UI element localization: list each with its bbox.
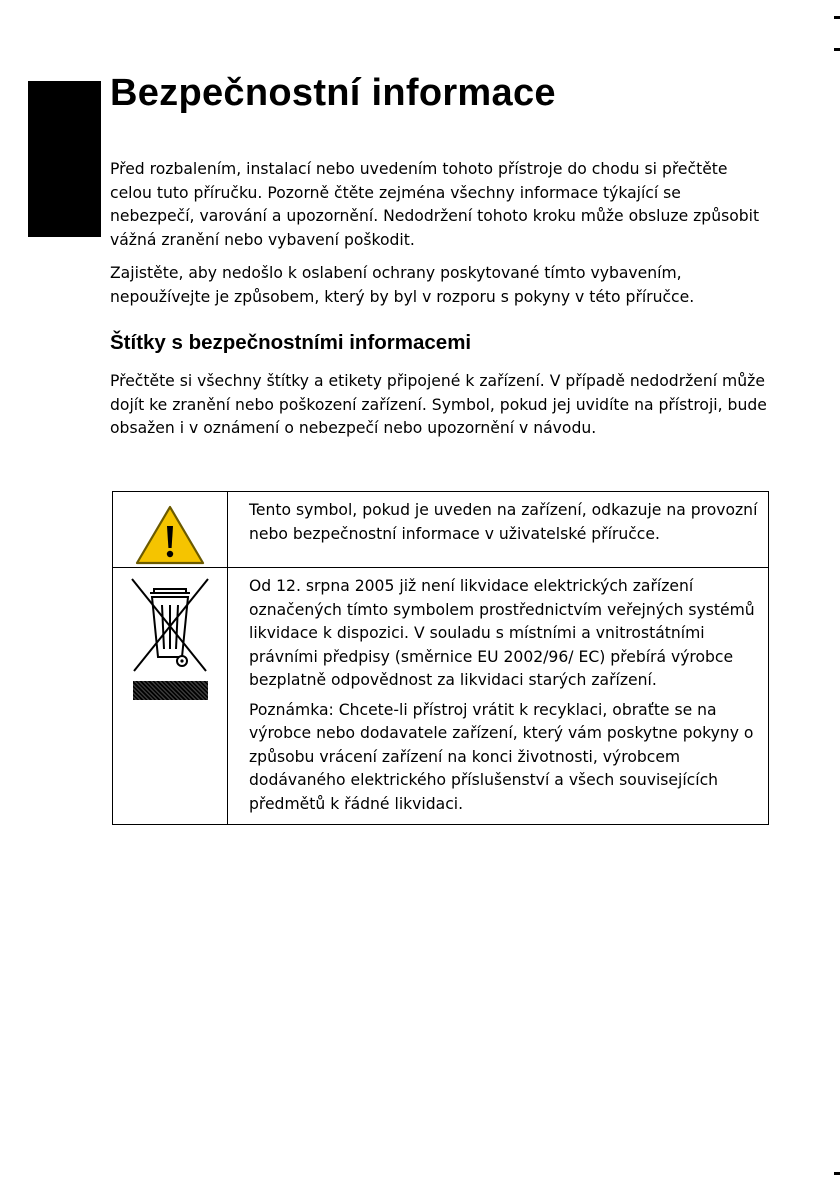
symbol-text: Tento symbol, pokud je uveden na zařízení, odkazuje na provozní nebo bezpečnostní informace v uživatelské příručce. — [249, 501, 758, 543]
page-title: Bezpečnostní informace — [110, 72, 556, 114]
symbol-note: Poznámka: Chcete-li přístroj vrátit k recyklaci, obraťte se na výrobce nebo dodavatele zařízení, který vám poskytne pokyny o způsobu vrácení zařízení na konci životnosti, výrobcem dodávaného elektrického příslušenství a všech souvisejících předmětů k řádné likvidaci. — [249, 700, 754, 813]
warning-triangle-icon — [134, 504, 206, 566]
icon-cell — [113, 492, 228, 568]
icon-cell — [113, 568, 228, 825]
symbol-text: Od 12. srpna 2005 již není likvidace elektrických zařízení označených tímto symbolem prostřednictvím veřejných systémů likvidace k dispozici. V souladu s místními a vnitrostátními právními předpisy (směrnice EU 2002/96/ EC) přebírá výrobce bezplatně odpovědnost za likvidaci starých zařízení. — [249, 577, 755, 689]
table-row — [113, 568, 769, 825]
document-content — [110, 70, 770, 451]
table-row — [113, 492, 769, 568]
symbol-description — [228, 568, 769, 825]
crop-mark — [834, 16, 840, 19]
symbol-description — [228, 492, 769, 568]
crop-mark — [834, 48, 840, 51]
safety-symbols-table — [112, 491, 769, 825]
section-paragraph: Přečtěte si všechny štítky a etikety připojené k zařízení. V případě nedodržení může dojít ke zranění nebo poškození zařízení. Symbol, pokud jej uvidíte na přístroji, bude obsažen i v oznámení o nebezpečí nebo upozornění v návodu. — [110, 372, 767, 437]
section-title: Štítky s bezpečnostními informacemi — [110, 331, 472, 354]
crop-mark — [834, 1172, 840, 1175]
language-side-tab — [28, 81, 101, 237]
intro-paragraph: Před rozbalením, instalací nebo uvedením tohoto přístroje do chodu si přečtěte celou tuto příručku. Pozorně čtěte zejména všechny informace týkající se nebezpečí, varování a upozornění. Nedodržení tohoto kroku může obsluze způsobit vážná zranění nebo vybavení poškodit. — [110, 160, 760, 249]
weee-black-bar-icon — [133, 681, 208, 700]
intro-paragraph: Zajistěte, aby nedošlo k oslabení ochrany poskytované tímto vybavením, nepoužívejte je způsobem, který by byl v rozporu s pokyny v této příručce. — [110, 264, 695, 306]
crossed-out-wheelie-bin-icon — [126, 575, 214, 675]
